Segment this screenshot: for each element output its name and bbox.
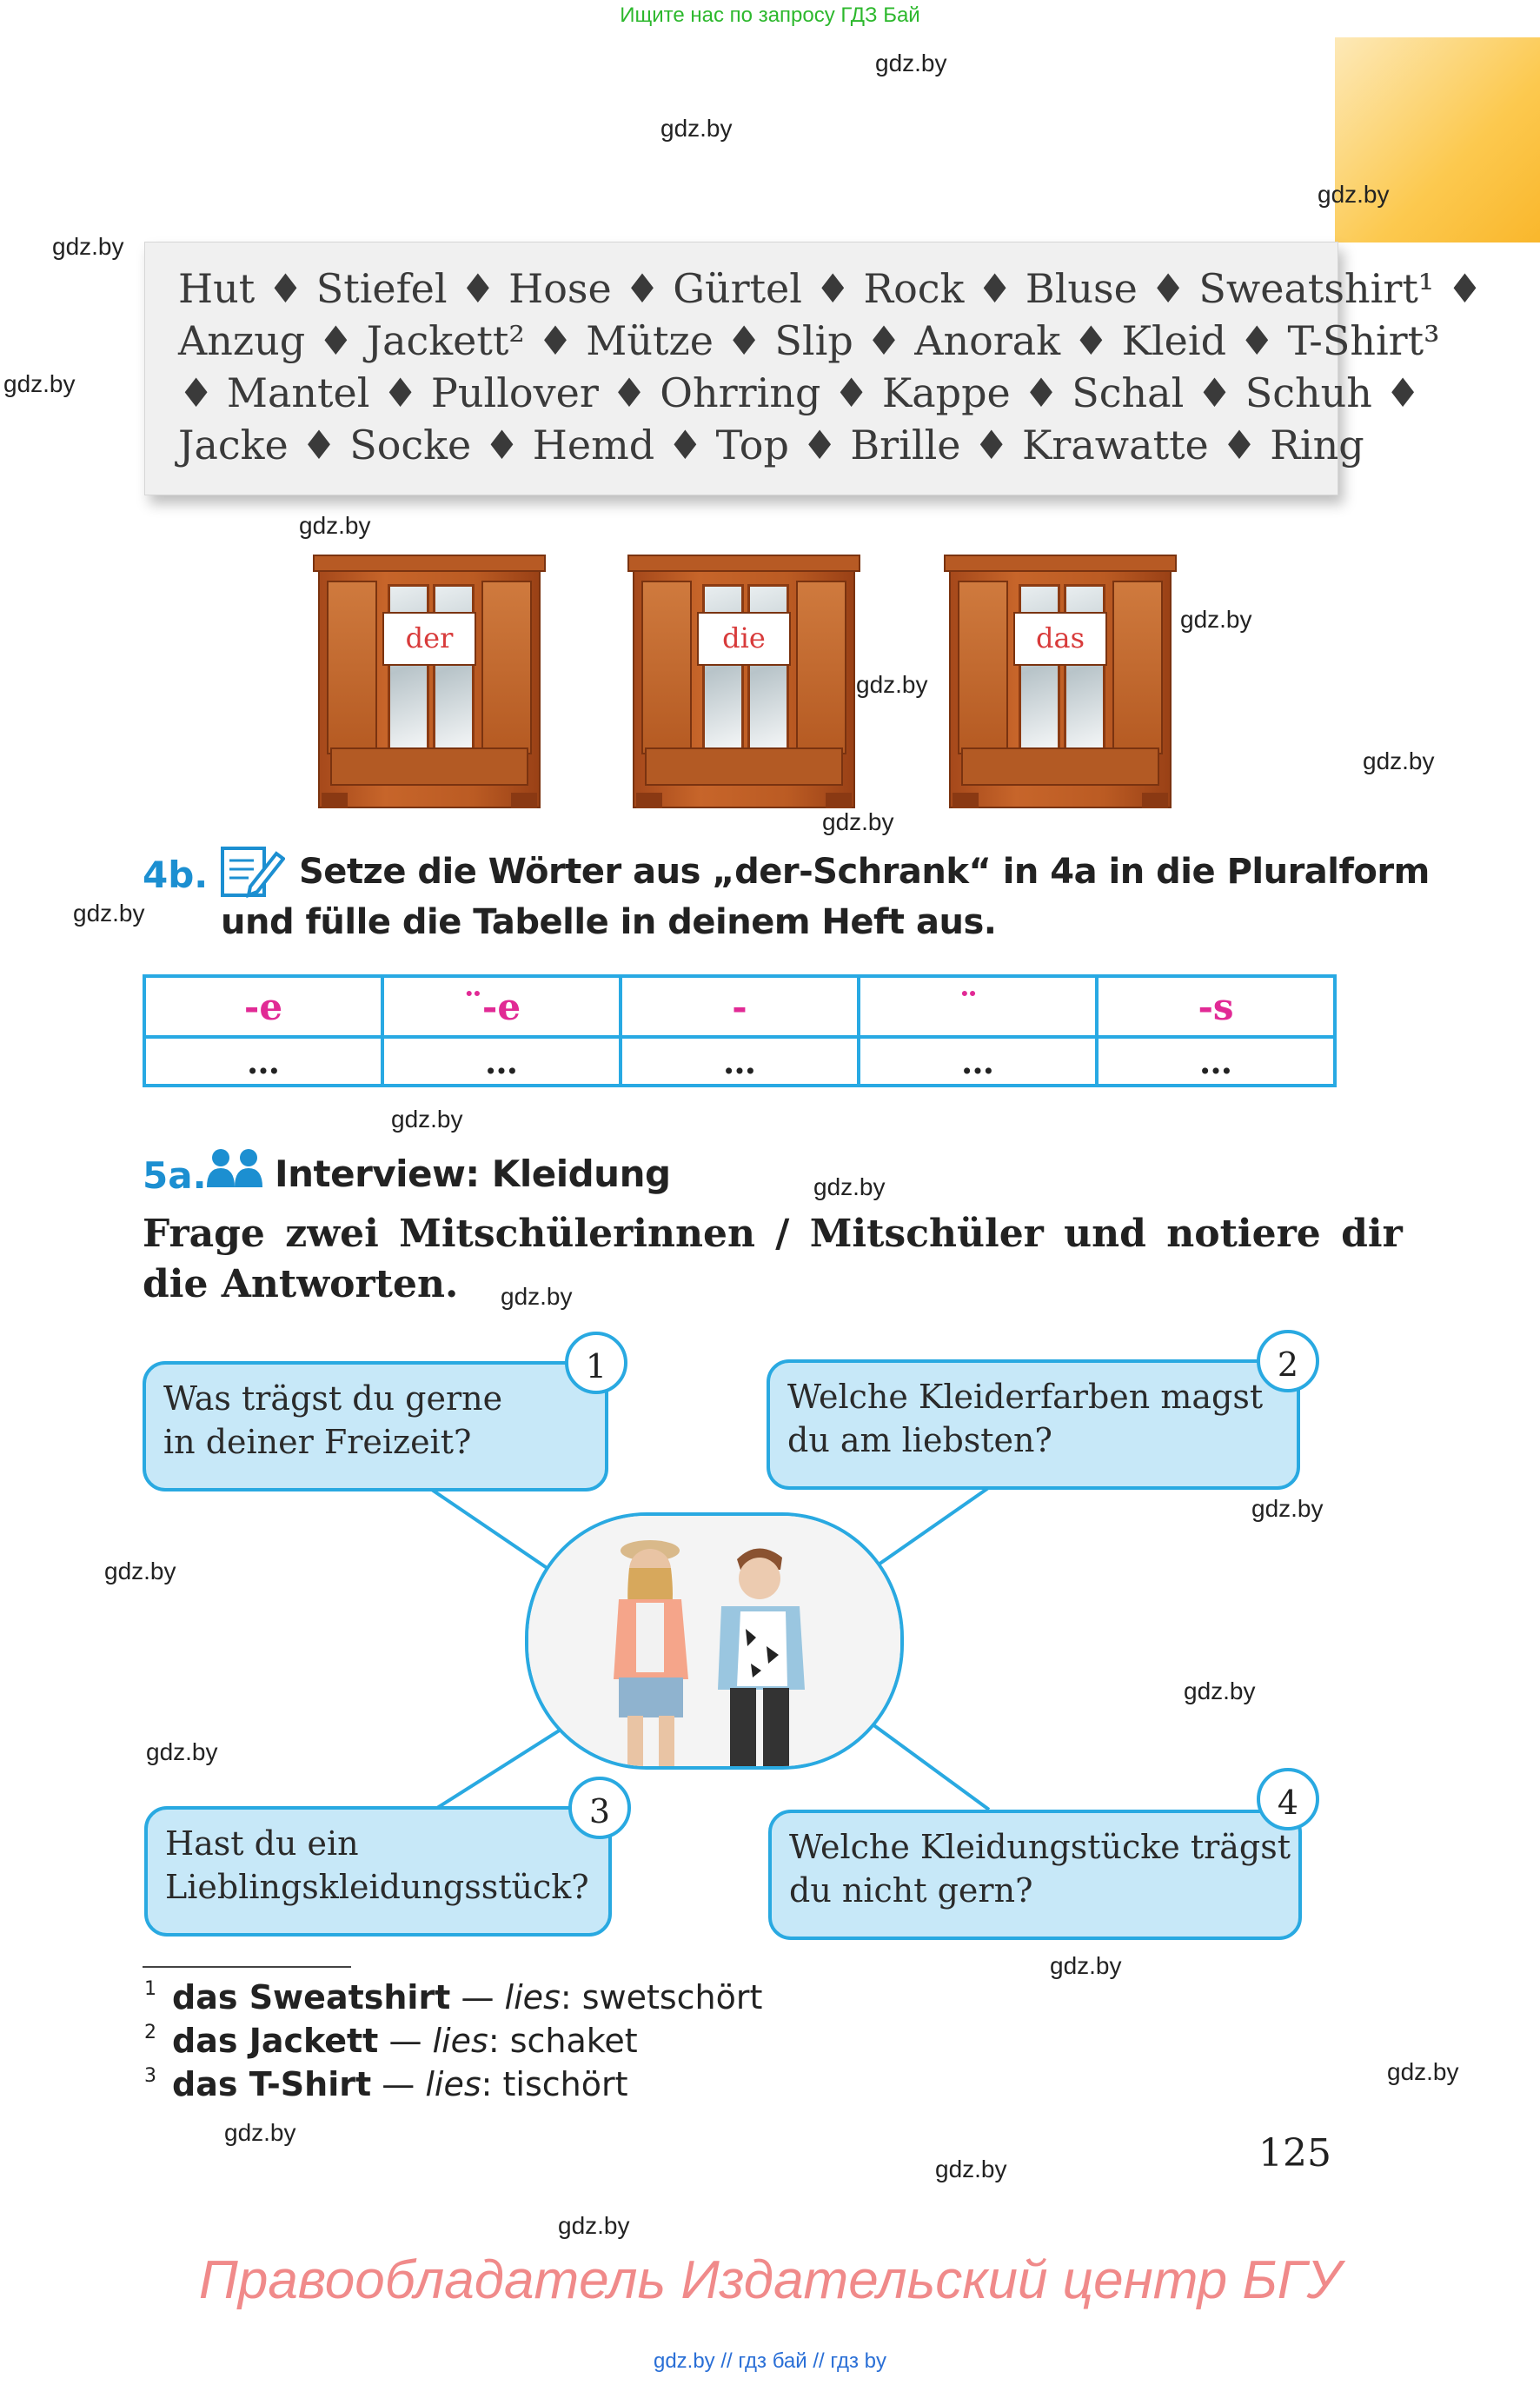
watermark: gdz.by [52,233,124,260]
watermark: gdz.by [224,2119,296,2146]
table-header: -e [144,976,382,1037]
task-5a-instruction: Frage zwei Mitschülerinnen / Mitschüler und notiere dir [143,1212,1403,1256]
article-label-das: das [1013,612,1107,666]
footnote-1 [144,1978,762,2016]
watermark: gdz.by [1050,1952,1122,1979]
question-text: Lieblingskleidungsstück? [165,1868,589,1906]
footnote-term: das Jackett [172,2022,379,2060]
footnote-divider [143,1966,351,1968]
vocabulary-line: ♦ Mantel ♦ Pullover ♦ Ohrring ♦ Kappe ♦ Schal ♦ Schuh ♦ [178,369,1421,416]
vocabulary-line: Jacke ♦ Socke ♦ Hemd ♦ Top ♦ Brille ♦ Krawatte ♦ Ring [178,422,1364,468]
copyright-notice: Правообладатель Издательский центр БГУ [198,2250,1342,2310]
task-4b-line1: Setze die Wörter aus „der-Schrank“ in 4a in die Pluralform [299,852,1430,892]
top-banner[interactable]: Ищите нас по запросу ГДЗ Бай [620,3,920,27]
question-text: du am liebsten? [787,1421,1052,1459]
question-bubble-4 [768,1810,1302,1940]
table-cell: … [621,1037,859,1086]
footnote-pronunciation: : schaket [488,2022,638,2060]
footnote-lies: lies [432,2022,488,2060]
question-number: 2 [1257,1330,1319,1392]
table-cell: … [859,1037,1097,1086]
watermark: gdz.by [299,512,371,539]
table-header: ̈-e [382,976,621,1037]
question-number: 4 [1257,1768,1319,1830]
question-bubble-3 [144,1806,612,1937]
footnote-number: 2 [144,2022,156,2043]
question-bubble-1 [143,1361,608,1491]
watermark: gdz.by [104,1558,176,1584]
task-4b-line2: und fülle die Tabelle in deinem Heft aus. [221,902,997,942]
watermark: gdz.by [1318,181,1390,208]
footnote-number: 3 [144,2065,156,2087]
footnote-term: das T-Shirt [172,2065,372,2103]
watermark: gdz.by [501,1283,573,1310]
table-header: - [621,976,859,1037]
table-cell: … [382,1037,621,1086]
watermark: gdz.by [391,1106,463,1133]
question-text: Welche Kleiderfarben magst [787,1378,1264,1416]
question-number: 1 [565,1332,627,1394]
watermark: gdz.by [822,808,894,835]
footnote-3 [144,2065,628,2103]
question-text: Welche Kleidungstücke trägst [789,1828,1291,1866]
watermark: gdz.by [558,2212,630,2239]
watermark: gdz.by [935,2156,1007,2182]
footnote-lies: lies [504,1978,561,2016]
page-number: 125 [1258,2131,1331,2176]
watermark: gdz.by [813,1173,886,1200]
footnote-dash: — [450,1978,505,2016]
watermark: gdz.by [73,900,145,927]
vocabulary-line: Anzug ♦ Jackett² ♦ Mütze ♦ Slip ♦ Anorak ♦ Kleid ♦ T-Shirt³ [178,317,1440,364]
watermark: gdz.by [3,370,76,397]
footnote-dash: — [371,2065,426,2103]
table-cell: … [144,1037,382,1086]
table-header: -s [1097,976,1335,1037]
footnote-2 [144,2022,638,2060]
question-bubble-2 [767,1359,1300,1490]
article-label-die: die [697,612,791,666]
footnote-pronunciation: : swetschört [560,1978,763,2016]
table-cell: … [1097,1037,1335,1086]
article-label-der: der [382,612,476,666]
footnote-dash: — [378,2022,433,2060]
watermark: gdz.by [875,50,947,76]
footnote-number: 1 [144,1978,156,2000]
question-number: 3 [568,1777,631,1839]
watermark: gdz.by [1180,606,1252,633]
question-text: Was trägst du gerne [163,1379,503,1418]
task-number-4b: 4b. [143,854,209,896]
teenagers-photo [525,1512,904,1770]
question-text: in deiner Freizeit? [163,1423,472,1461]
watermark: gdz.by [146,1738,218,1765]
footnote-term: das Sweatshirt [172,1978,451,2016]
task-5a-title: Interview: Kleidung [275,1153,671,1195]
footnote-pronunciation: : tischört [481,2065,628,2103]
watermark: gdz.by [1251,1495,1324,1522]
watermark: gdz.by [856,671,928,698]
vocabulary-line: Hut ♦ Stiefel ♦ Hose ♦ Gürtel ♦ Rock ♦ Bluse ♦ Sweatshirt¹ ♦ [178,265,1484,312]
watermark: gdz.by [1387,2058,1459,2085]
footnote-lies: lies [425,2065,481,2103]
watermark: gdz.by [660,115,733,142]
question-text: Hast du ein [165,1824,359,1863]
bottom-links[interactable]: gdz.by // гдз бай // гдз by [653,2349,887,2373]
task-5a-instruction: die Antworten. [143,1262,459,1306]
task-number-5a: 5a. [143,1154,207,1197]
watermark: gdz.by [1363,747,1435,774]
question-text: du nicht gern? [789,1871,1033,1910]
watermark: gdz.by [1184,1677,1256,1704]
